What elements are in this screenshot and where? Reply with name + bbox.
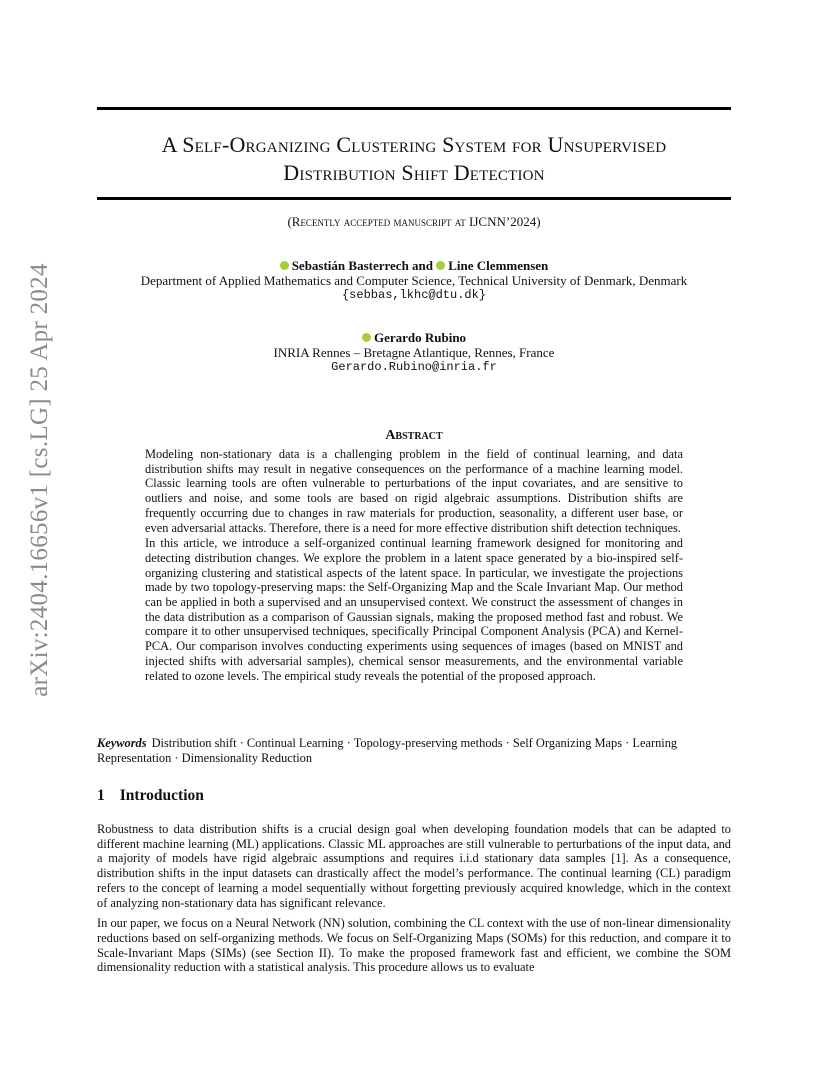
title-line-2: Distribution Shift Detection xyxy=(283,160,545,185)
section-title: Introduction xyxy=(119,787,204,804)
author-names-1 xyxy=(97,258,731,273)
email-inria: Gerardo.Rubino@inria.fr xyxy=(331,360,497,374)
title-top-rule xyxy=(97,107,731,110)
title-bottom-rule xyxy=(97,197,731,200)
affiliation-dtu: Department of Applied Mathematics and Computer Science, Technical University of Denmark, Denmark xyxy=(140,273,688,288)
affiliation-inria: INRIA Rennes – Bretagne Atlantique, Rennes, France xyxy=(273,345,555,360)
keywords xyxy=(97,736,731,766)
section-heading-introduction xyxy=(97,787,204,805)
author-names-2 xyxy=(97,330,731,345)
section-number: 1 xyxy=(97,787,105,804)
intro-paragraph-1: Robustness to data distribution shifts is a crucial design goal when developing foundation models that can be adapted to different machine learning (ML) applications. Classic ML approaches are still vulnerable to perturbations of the input data, and a majority of models have rigid algebraic assumptions and requires i.i.d stationary data samples [1]. As a consequence, distribution shifts in the input datasets can drastically affect the model’s performance. The continual learning (CL) paradigm refers to the concept of learning a model sequentially without forgetting previously acquired knowledge, which in the context of analyzing non-stationary data has significant relevance. xyxy=(97,822,731,910)
arxiv-identifier: arXiv:2404.16656v1 [cs.LG] 25 Apr 2024 xyxy=(26,263,53,697)
manuscript-note: (Recently accepted manuscript at IJCNN’2024) xyxy=(287,214,541,229)
keywords-label: Keywords xyxy=(97,736,147,750)
author-basterrech: Sebastián Basterrech and xyxy=(291,258,434,273)
orcid-icon[interactable] xyxy=(436,261,445,270)
author-block-1 xyxy=(97,258,731,303)
author-block-2 xyxy=(97,330,731,375)
author-rubino: Gerardo Rubino xyxy=(373,330,467,345)
keywords-list: Distribution shift · Continual Learning · Topology-preserving methods · Self Organizing Maps · Learning Representation · Dimensionality Reduction xyxy=(97,736,678,765)
author-clemmensen: Line Clemmensen xyxy=(448,258,549,273)
abstract-paragraph-2: In this article, we introduce a self-organized continual learning framework designed for monitoring and detecting distribution changes. We explore the problem in a latent space generated by a bio-inspired self-organizing clustering and statistical aspects of the latent space. In particular, we investigate the projections made by two topology-preserving maps: the Self-Organizing Map and the Scale Invariant Map. Our method can be applied in both a supervised and an unsupervised context. We construct the assessment of changes in the data distribution as a comparison of Gaussian signals, making the proposed method fast and robust. We compare it to other unsupervised techniques, specifically Principal Component Analysis (PCA) and Kernel-PCA. Our comparison involves conducting experiments using sequences of images (based on MNIST and injected shifts with adversarial samples), chemical sensor measurements, and the environmental variable related to ozone levels. The empirical study reveals the potential of the proposed approach. xyxy=(145,536,683,683)
orcid-icon[interactable] xyxy=(362,333,371,342)
intro-paragraph-2: In our paper, we focus on a Neural Network (NN) solution, combining the CL context with the use of non-linear dimensionality reductions based on self-organizing methods. We focus on Self-Organizing Maps (SOMs) for this reduction, and compare it to Scale-Invariant Maps (SIMs) (see Section II). To make the proposed framework fast and efficient, we combine the SOM dimensionality reduction with a statistical analysis. This procedure allows us to evaluate xyxy=(97,916,731,975)
paper-title xyxy=(97,131,731,187)
introduction-body xyxy=(97,822,731,981)
abstract-body xyxy=(145,447,683,684)
email-dtu: {sebbas,lkhc@dtu.dk} xyxy=(341,288,487,302)
abstract-paragraph-1: Modeling non-stationary data is a challenging problem in the field of continual learning, and data distribution shifts may result in negative consequences on the performance of a machine learning model. Classic learning tools are often vulnerable to perturbations of the input covariates, and are sensitive to outliers and noise, and some tools are based on rigid algebraic assumptions. Distribution shifts are frequently occurring due to changes in raw materials for production, seasonality, a different user base, or even adversarial attacks. Therefore, there is a need for more effective distribution shift detection techniques. xyxy=(145,447,683,535)
title-line-1: A Self-Organizing Clustering System for Unsupervised xyxy=(161,132,667,157)
orcid-icon[interactable] xyxy=(280,261,289,270)
abstract-heading: Abstract xyxy=(385,428,443,443)
